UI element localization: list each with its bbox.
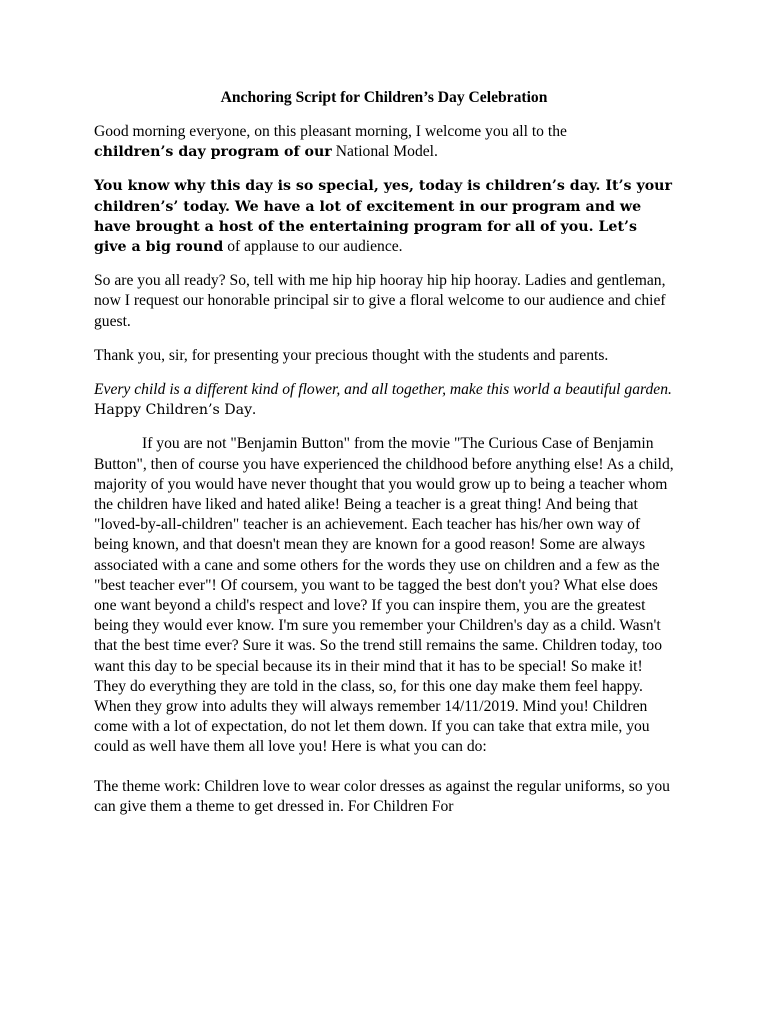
happy-childrens-day-text: Happy Children’s Day	[94, 402, 253, 419]
welcome-bold-text: children’s day program of our	[94, 144, 332, 161]
paragraph-special-day	[94, 176, 674, 257]
paragraph-benjamin-button: If you are not "Benjamin Button" from the movie "The Curious Case of Benjamin Button", then of course you have experienced the childhood before anything else! As a child, majority of you would have never thought that you would grow up to being a teacher whom the children have liked and hated alike! Being a teacher is a great thing! And being that "loved-by-all-children" teacher is an achievement. Each teacher has his/her own way of being known, and that doesn't mean they are known for a good reason! Some are always associated with a cane and some others for the words they use on children and a few as the "best teacher ever"! Of coursem, you want to be tagged the best don't you? What else does one want beyond a child's respect and love? If you can inspire them, you are the greatest being they would ever know. I'm sure you remember your Children's day as a child. Wasn't that the best time ever? Sure it was. So the trend still remains the same. Children today, too want this day to be special because its in their mind that it has to be special! So make it! They do everything they are told in the class, so, for this one day make them feel happy. When they grow into adults they will always remember 14/11/2019. Mind you! Children come with a lot of expectation, do not let them down. If you can take that extra mile, you could as well have them all love you! Here is what you can do:	[94, 435, 674, 756]
document-page	[94, 88, 674, 831]
paragraph-welcome	[94, 122, 674, 162]
paragraph-quote	[94, 380, 674, 420]
paragraph-thank-you: Thank you, sir, for presenting your precious thought with the students and parents.	[94, 346, 609, 364]
welcome-text: Good morning everyone, on this pleasant morning, I welcome you all to the	[94, 123, 567, 140]
special-day-end-text: of applause to our audience.	[223, 238, 403, 256]
welcome-end-text: National Model.	[331, 143, 438, 161]
paragraph-theme-work: The theme work: Children love to wear color dresses as against the regular uniforms, so you can give them a theme to get dressed in. For Children For	[94, 777, 670, 815]
quote-end-text: .	[252, 401, 257, 419]
quote-italic-text: Every child is a different kind of flower, and all together, make this world a beautiful garden.	[94, 381, 672, 399]
paragraph-ready: So are you all ready? So, tell with me hip hip hooray hip hip hooray. Ladies and gentleman, now I request our honorable principal sir to give a floral welcome to our audience and chief guest.	[94, 272, 666, 330]
special-day-bold-text: You know why this day is so special, yes, today is children’s day. It’s your children’s’ today. We have a lot of excitement in our program and we have brought a host of the entertaining program for all of you. Let’s give a big round	[94, 178, 672, 256]
document-title: Anchoring Script for Children’s Day Celebration	[220, 89, 548, 106]
